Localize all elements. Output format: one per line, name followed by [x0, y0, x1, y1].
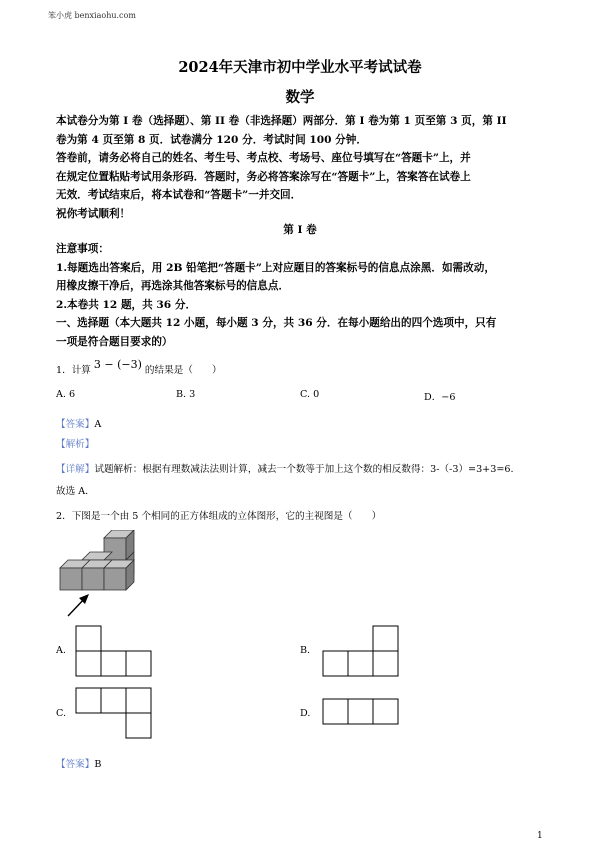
answer-value: A [94, 419, 102, 430]
instruction-line: 祝你考试顺利！ [56, 207, 131, 220]
q2-option-c-label: C. [56, 708, 67, 719]
exam-title: 2024年天津市初中学业水平考试试卷 [178, 59, 422, 76]
notes-line: 1.每题选出答案后，用 2B 铅笔把“答题卡”上对应题目的答案标号的信息点涂黑．如需改动， [56, 261, 495, 274]
instruction-line: 答卷前，请务必将自己的姓名、考生号、考点校、考场号、座位号填写在“答题卡”上，并 [56, 152, 471, 165]
notes-line: 用橡皮擦干净后，再选涂其他答案标号的信息点． [56, 280, 290, 293]
q2-option-c-figure [74, 686, 154, 740]
answer-tag: 【答案】 [56, 419, 95, 430]
q2-option-b-label: B. [300, 645, 311, 656]
site-watermark: 笨小虎 benxiaohu.com [48, 11, 136, 20]
q2-option-a-label: A. [56, 645, 66, 656]
instruction-line: 在规定位置粘贴考试用条形码．答题时，务必将答案涂写在“答题卡”上，答案答在试卷上 [56, 170, 471, 183]
instruction-line: 无效．考试结束后，将本试卷和“答题卡”一并交回． [56, 189, 302, 202]
q1-option-d: D．−6 [424, 392, 456, 403]
q1-prefix: 1．计算 [56, 365, 91, 376]
q1-suffix: 的结果是（ ） [144, 365, 222, 376]
instruction-line: 卷为第 4 页至第 8 页．试卷满分 120 分．考试时间 100 分钟． [56, 133, 367, 146]
notes-line: 注意事项： [56, 243, 109, 255]
analysis-tag: 【解析】 [56, 439, 95, 450]
q1-expression: 3 − (−3) [93, 358, 142, 371]
q2-answer [56, 752, 101, 771]
notes-line: 一项是符合题目要求的） [56, 335, 173, 348]
question-1-stem [56, 358, 222, 376]
answer-value: B [94, 759, 102, 770]
part-title: 第 I 卷 [283, 224, 317, 236]
notes-section [56, 240, 556, 352]
exam-subject: 数学 [285, 89, 315, 106]
notes-line: 一、选择题（本大题共 12 小题，每小题 3 分，共 36 分．在每小题给出的四个选项中，只有 [56, 317, 497, 330]
q1-answer [56, 412, 101, 431]
q2-option-b-figure [320, 624, 402, 678]
q2-option-d-figure [320, 696, 402, 728]
cube-front-right [104, 560, 134, 590]
q1-option-c: C. 0 [300, 389, 320, 400]
q2-option-a-figure [74, 624, 154, 678]
instruction-line: 本试卷分为第 I 卷（选择题）、第 II 卷（非选择题）两部分．第 I 卷为第 1 页至第 3 页，第 II [56, 115, 507, 127]
detail-text: 试题解析：根据有理数减法法则计算，减去一个数等于加上这个数的相反数得：3-（-3）=3+3=6. [94, 464, 514, 475]
cube-figure [56, 530, 146, 622]
detail-tag: 【详解】 [56, 464, 95, 475]
notes-line: 2.本卷共 12 题，共 36 分． [56, 298, 197, 311]
q1-detail [56, 459, 556, 503]
q1-option-a: A. 6 [56, 389, 76, 400]
conclusion-text: 故选 A. [56, 486, 89, 497]
answer-tag: 【答案】 [56, 759, 95, 770]
question-2-stem: 2．下图是一个由 5 个相同的正方体组成的立体图形，它的主视图是（ ） [56, 511, 382, 522]
page-number: 1 [537, 831, 543, 841]
exam-instructions [56, 112, 556, 224]
q2-option-d-label: D. [300, 708, 311, 719]
view-direction-arrow [68, 594, 89, 616]
q1-option-b: B. 3 [176, 389, 196, 400]
